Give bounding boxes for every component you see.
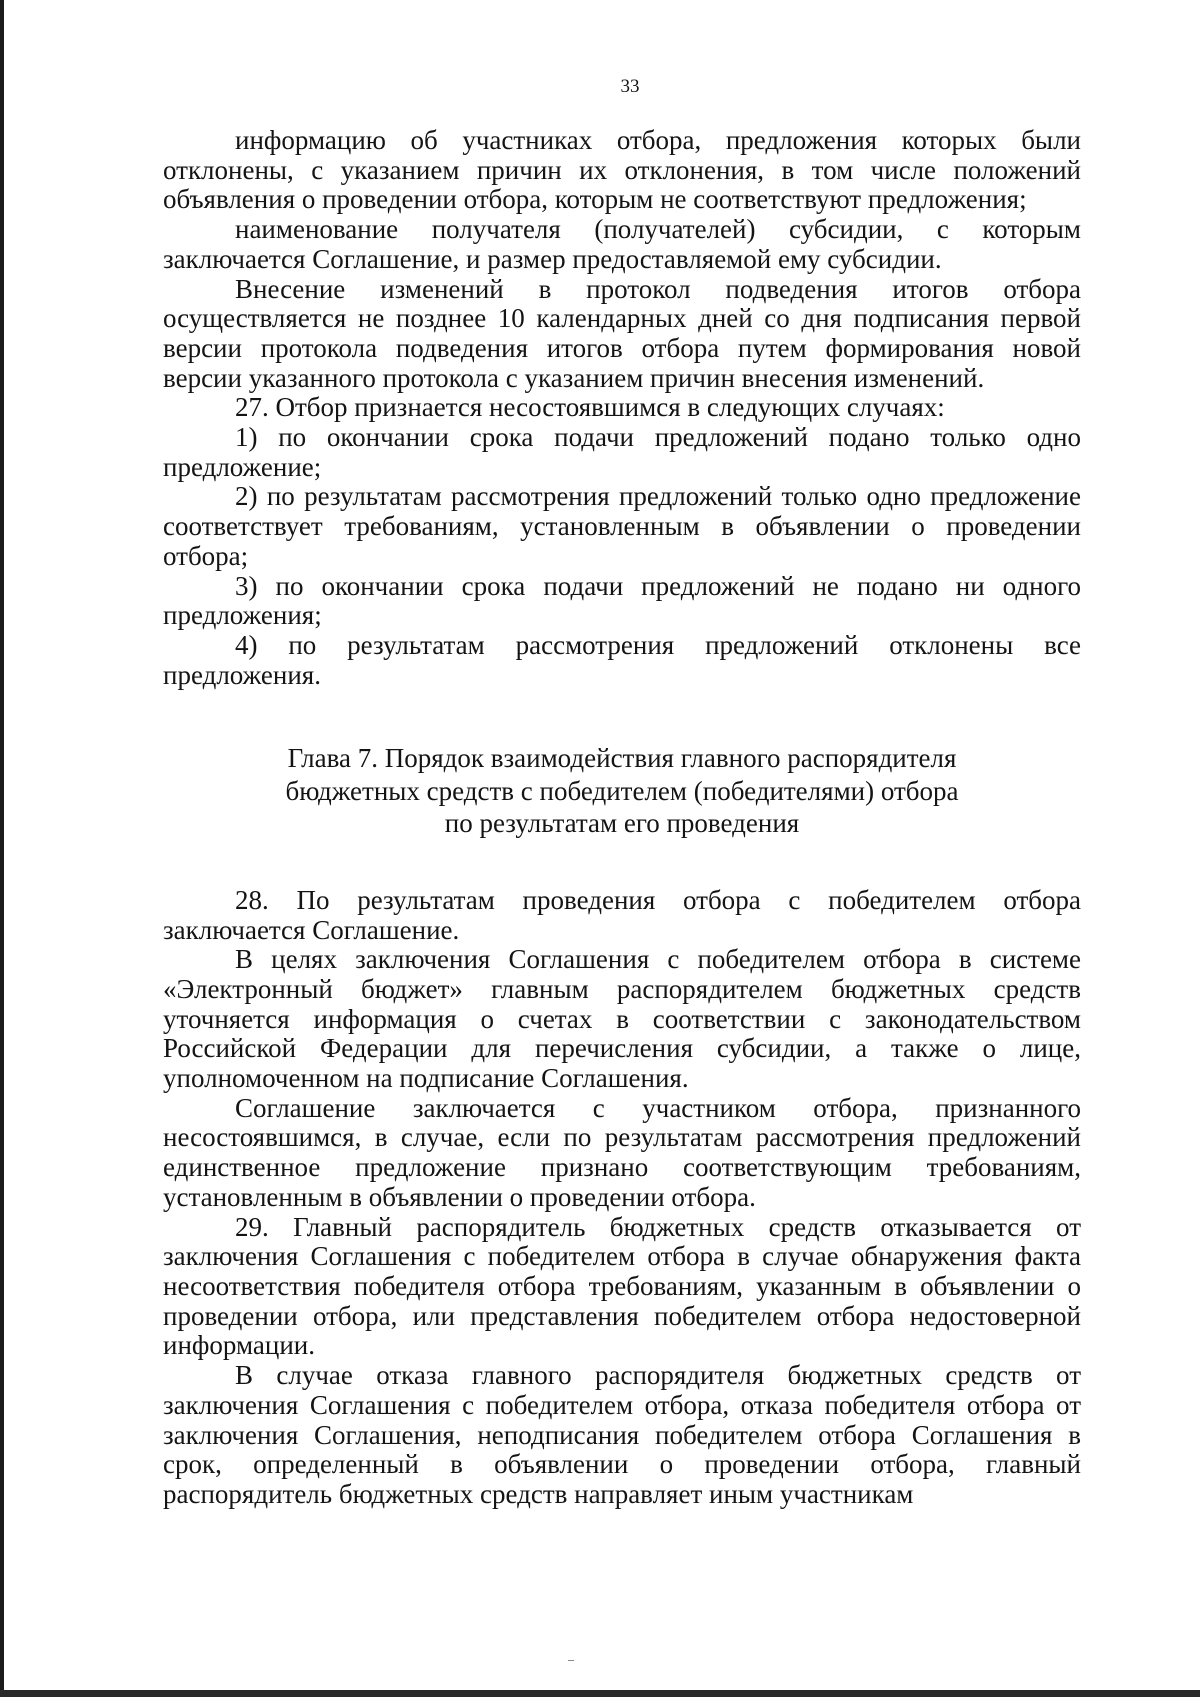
document-body xyxy=(163,126,1081,1510)
paragraph: Внесение изменений в протокол подведения итогов отбора осуществляется не позднее 10 календарных дней со дня подписания первой версии протокола подведения итогов отбора путем формирования новой версии указанного протокола с указанием причин внесения изменений. xyxy=(163,273,1081,393)
paragraph: наименование получателя (получателей) субсидии, с которым заключается Соглашение, и размер предоставляемой ему субсидии. xyxy=(163,214,1081,274)
chapter-heading-line: бюджетных средств с победителем (победителями) отбора xyxy=(285,775,959,806)
list-item: 4) по результатам рассмотрения предложений отклонены все предложения. xyxy=(163,629,1081,690)
scan-artifact xyxy=(568,1660,574,1661)
list-item: 3) по окончании срока подачи предложений не подано ни одного предложения; xyxy=(163,570,1081,631)
paragraph: Соглашение заключается с участником отбора, признанного несостоявшимся, в случае, если по результатам рассмотрения предложений единственное предложение признано соответствующим требованиям, установленным в объявлении о проведении отбора. xyxy=(163,1092,1081,1212)
list-item: 2) по результатам рассмотрения предложений только одно предложение соответствует требованиям, установленным в объявлении о проведении отбора; xyxy=(163,481,1081,571)
page-number: 33 xyxy=(620,76,640,97)
paragraph: 27. Отбор признается несостоявшимся в следующих случаях: xyxy=(235,392,945,423)
chapter-heading-line: Глава 7. Порядок взаимодействия главного распорядителя xyxy=(287,743,957,774)
paragraph: информацию об участниках отбора, предложения которых были отклонены, с указанием причин их отклонения, в том числе положений объявления о проведении отбора, которым не соответствуют предложения; xyxy=(163,125,1081,215)
chapter-heading-line: по результатам его проведения xyxy=(444,808,800,839)
scan-edge-bottom xyxy=(0,1690,1200,1697)
chapter-heading xyxy=(163,742,1081,840)
list-item: 1) по окончании срока подачи предложений подано только одно предложение; xyxy=(163,422,1081,482)
paragraph: В целях заключения Соглашения с победителем отбора в системе «Электронный бюджет» главным распорядителем бюджетных средств уточняется информация о счетах в соответствии с законодательством Российской Федерации для перечисления субсидии, а также о лице, уполномоченном на подписание Соглашения. xyxy=(163,944,1081,1094)
paragraph: 29. Главный распорядитель бюджетных средств отказывается от заключения Соглашения с победителем отбора в случае обнаружения факта несоответствия победителя отбора требованиям, указанным в объявлении о проведении отбора, или представления победителем отбора недостоверной информации. xyxy=(163,1211,1081,1361)
paragraph: В случае отказа главного распорядителя бюджетных средств от заключения Соглашения с победителем отбора, отказа победителя отбора от заключения Соглашения, неподписания победителем отбора Соглашения в срок, определенный в объявлении о проведении отбора, главный распорядитель бюджетных средств направляет иным участникам xyxy=(163,1360,1081,1509)
scan-edge-left xyxy=(0,0,4,1697)
paragraph: 28. По результатам проведения отбора с победителем отбора заключается Соглашение. xyxy=(163,884,1081,945)
